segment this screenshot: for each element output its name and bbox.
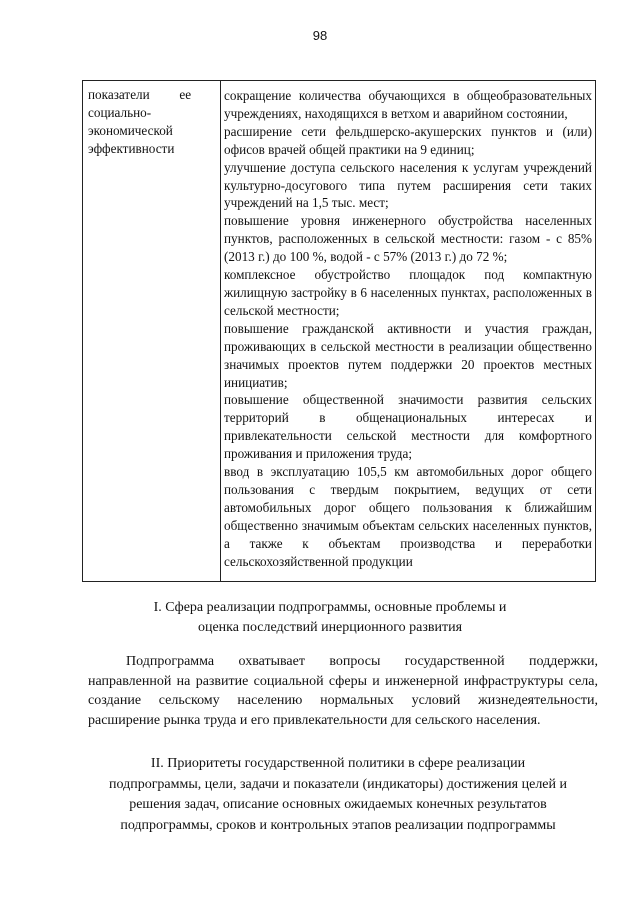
section-paragraph: Подпрограмма охватывает вопросы государственной поддержки, направленной на развитие социальной сферы и инженерной инфраструктуры села, создание сельскому населению нормальных условий жизнедеятельности, расширение рынка труда и его привлекательности для сельского населения. (88, 654, 598, 728)
section-heading: I. Сфера реализации подпрограммы, основные проблемы и оценка последствий инерционного развития (153, 600, 507, 635)
list-item: комплексное обустройство площадок под компактную жилищную застройку в 6 населенных пунктах, расположенных в сельской местности; (224, 267, 592, 318)
list-item: повышение уровня инженерного обустройства населенных пунктов, расположенных в сельской местности: газом - с 85% (2013 г.) до 100 %, водой - с 57% (2013 г.) до 72 %; (224, 213, 592, 265)
list-item: расширение сети фельдшерско-акушерских пунктов и (или) офисов врачей общей практики на 9 единиц; (224, 123, 592, 157)
indicators-table (82, 80, 596, 582)
section-heading: II. Приоритеты государственной политики в сфере реализации подпрограммы, цели, задачи и показатели (индикаторы) достижения целей и решения задач, описание основных ожидаемых конечных результатов подпрограммы, сроков и контрольных этапов реализации подпрограммы (108, 756, 568, 833)
list-item: улучшение доступа сельского населения к услугам учреждений культурно-досугового типа путем расширения сети таких учреждений на 1,5 тыс. мест; (224, 159, 592, 211)
list-item: ввод в эксплуатацию 105,5 км автомобильных дорог общего пользования с твердым покрытием, ведущих от сети автомобильных дорог общего пользования к ближайшим общественно значимым объектам сельских населенных пунктов, а также к объектам производства и переработки сельскохозяйственной продукции (224, 464, 592, 569)
page-number: 98 (312, 28, 328, 43)
table-column-divider (220, 81, 221, 581)
list-item: повышение гражданской активности и участия граждан, проживающих в сельской местности в реализации общественно значимых проектов путем поддержки 20 проектов местных инициатив; (224, 320, 592, 390)
table-right-cell (224, 87, 592, 570)
table-left-cell: показатели ее социально- экономической эффективности (88, 87, 192, 156)
list-item: повышение общественной значимости развития сельских территорий в общенациональных интересах и привлекательности сельской местности для комфортного проживания и приложения труда; (224, 392, 592, 462)
list-item: сокращение количества обучающихся в общеобразовательных учреждениях, находящихся в ветхом и аварийном состоянии, (224, 88, 592, 121)
